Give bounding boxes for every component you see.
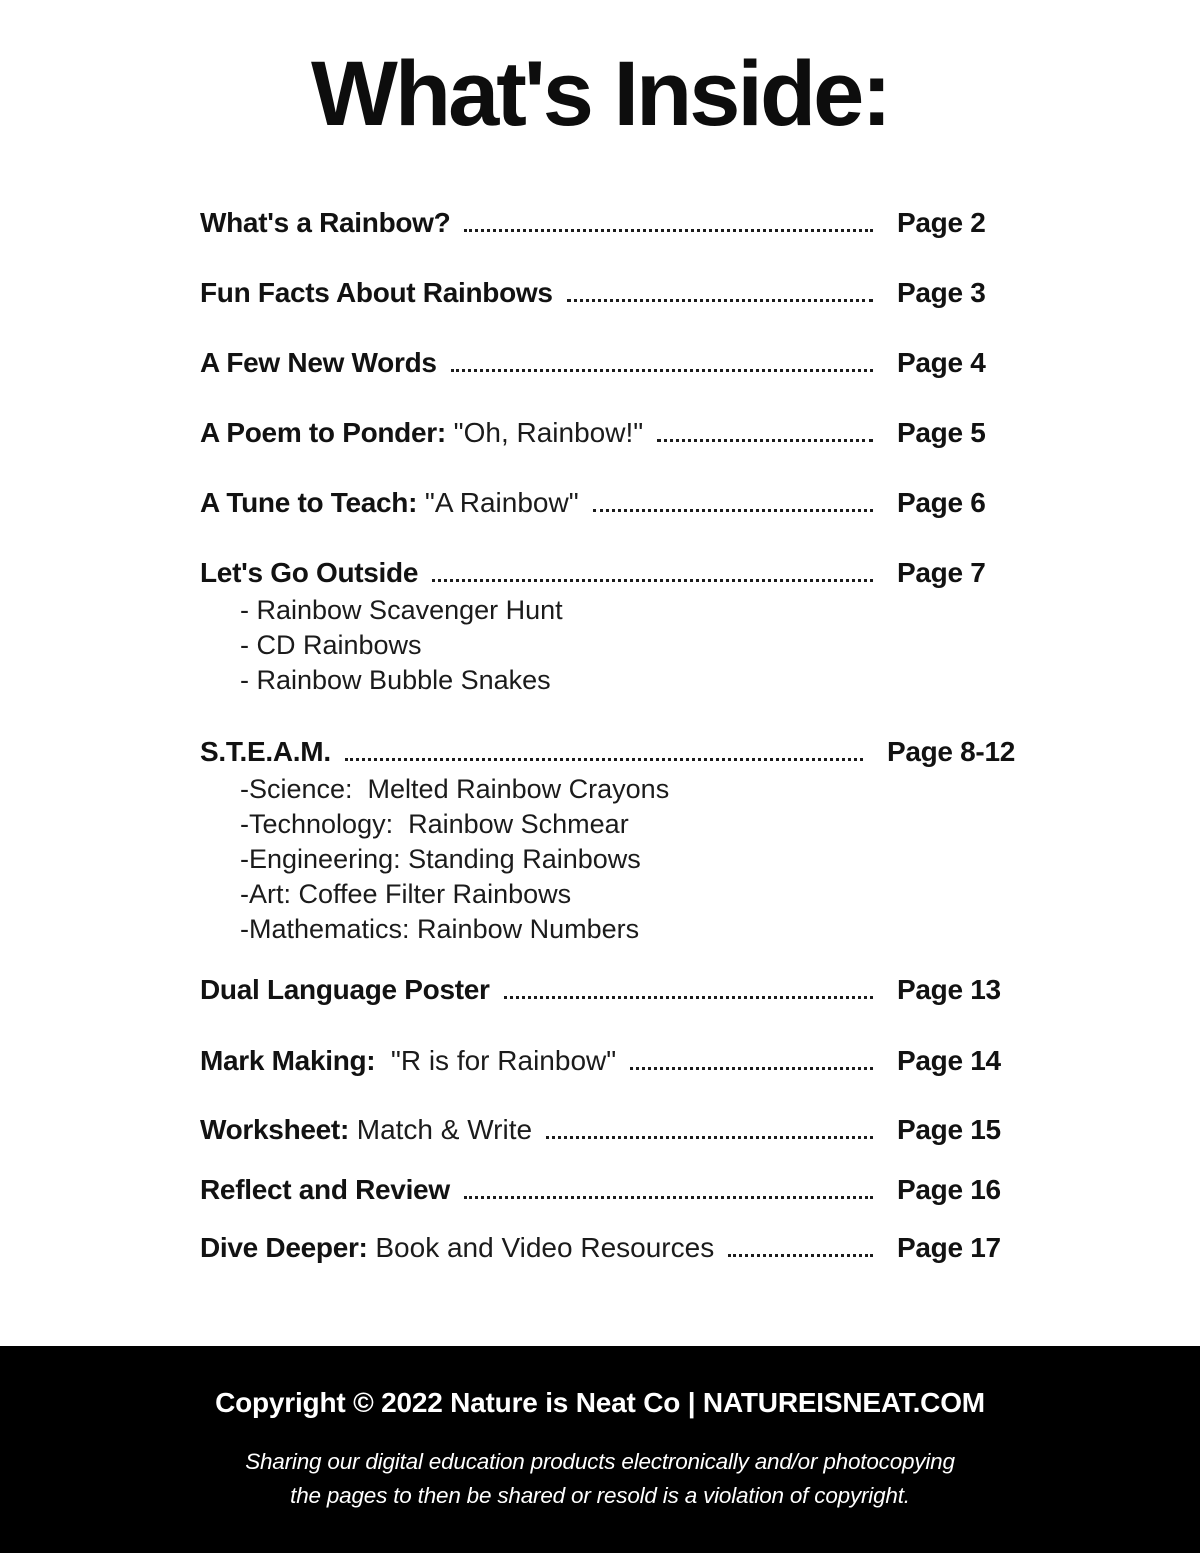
toc-entry [200, 276, 1015, 309]
toc-entry-line [200, 276, 1015, 309]
toc-entry-line [200, 973, 1015, 1006]
toc-entry [200, 346, 1015, 379]
page-number: Page 5 [897, 416, 986, 448]
dot-leader [630, 1067, 873, 1070]
page-number: Page 2 [897, 206, 986, 238]
toc-subitem-list [240, 772, 1015, 947]
dot-leader [546, 1136, 873, 1139]
dot-leader [464, 1196, 873, 1199]
toc-entry-title: Reflect and Review [200, 1173, 450, 1205]
page-number: Page 13 [897, 973, 1001, 1005]
toc-entry [200, 1173, 1015, 1206]
page-number: Page 16 [897, 1173, 1001, 1205]
toc-entry-title: A Poem to Ponder: [200, 416, 446, 448]
page-number: Page 6 [897, 486, 986, 518]
toc-entry-line [200, 1044, 1015, 1077]
toc-entry-title: What's a Rainbow? [200, 206, 451, 238]
toc-entry-line [200, 1113, 1015, 1146]
toc-entry-title: Worksheet: [200, 1113, 349, 1145]
toc-entry-line [200, 1231, 1015, 1264]
toc-entry [200, 206, 1015, 239]
copyright-notice [245, 1445, 955, 1513]
toc-entry-line [200, 206, 1015, 239]
toc-subitem: -Engineering: Standing Rainbows [240, 843, 641, 874]
toc-entry-line [200, 556, 1015, 589]
toc-entry-subtitle: Match & Write [348, 1113, 533, 1145]
dot-leader [345, 758, 863, 761]
footer [0, 1346, 1200, 1553]
toc-entry-line [200, 486, 1015, 519]
page-number: Page 14 [897, 1044, 1001, 1076]
page-title: What's Inside: [311, 43, 889, 145]
toc-subitem: -Art: Coffee Filter Rainbows [240, 878, 572, 909]
dot-leader [728, 1254, 873, 1257]
page-number: Page 7 [897, 556, 986, 588]
dot-leader [504, 996, 873, 999]
page-number: Page 3 [897, 276, 986, 308]
toc-entry-subtitle: "R is for Rainbow" [375, 1044, 617, 1076]
toc-entry [200, 1113, 1015, 1146]
toc-entry-line [200, 735, 1015, 768]
toc-entry-title: A Tune to Teach: [200, 486, 418, 518]
toc-entry-title: Let's Go Outside [200, 556, 419, 588]
toc-entry-title: A Few New Words [200, 346, 437, 378]
toc-subitem: - Rainbow Bubble Snakes [240, 664, 551, 695]
toc-entry-line [200, 1173, 1015, 1206]
toc-entry [200, 735, 1015, 947]
toc-entry-line [200, 346, 1015, 379]
dot-leader [593, 509, 873, 512]
dot-leader [657, 439, 873, 442]
toc-subitem: -Technology: Rainbow Schmear [240, 808, 629, 839]
copyright-notice-line2: the pages to then be shared or resold is a violation of copyright. [290, 1482, 910, 1508]
toc-entry [200, 1231, 1015, 1264]
copyright-line: Copyright © 2022 Nature is Neat Co | NATUREISNEAT.COM [215, 1386, 985, 1418]
dot-leader [567, 299, 873, 302]
toc-subitem: -Mathematics: Rainbow Numbers [240, 913, 640, 944]
page-number: Page 4 [897, 346, 986, 378]
dot-leader [464, 229, 873, 232]
toc-entry [200, 1044, 1015, 1077]
toc-entry-title: S.T.E.A.M. [200, 735, 331, 767]
toc-entry [200, 973, 1015, 1006]
toc-entry-subtitle: Book and Video Resources [367, 1231, 715, 1263]
toc-subitem: -Science: Melted Rainbow Crayons [240, 773, 670, 804]
page-number: Page 15 [897, 1113, 1001, 1145]
toc-subitem: - Rainbow Scavenger Hunt [240, 594, 563, 625]
toc-list [200, 206, 1015, 1264]
copyright-notice-line1: Sharing our digital education products electronically and/or photocopying [245, 1448, 955, 1474]
toc-entry-subtitle: "Oh, Rainbow!" [445, 416, 644, 448]
toc-entry-title: Mark Making: [200, 1044, 376, 1076]
toc-subitem-list [240, 593, 1015, 698]
toc-entry [200, 556, 1015, 698]
toc-subitem: - CD Rainbows [240, 629, 422, 660]
toc-entry-line [200, 416, 1015, 449]
toc-entry-title: Dual Language Poster [200, 973, 490, 1005]
toc-entry [200, 416, 1015, 449]
toc-entry-subtitle: "A Rainbow" [417, 486, 579, 518]
toc-entry [200, 486, 1015, 519]
page-number: Page 8-12 [886, 735, 1015, 767]
toc-entry-title: Dive Deeper: [200, 1231, 368, 1263]
dot-leader [432, 579, 873, 582]
dot-leader [451, 369, 873, 372]
toc-entry-title: Fun Facts About Rainbows [200, 276, 553, 308]
page-number: Page 17 [897, 1231, 1001, 1263]
